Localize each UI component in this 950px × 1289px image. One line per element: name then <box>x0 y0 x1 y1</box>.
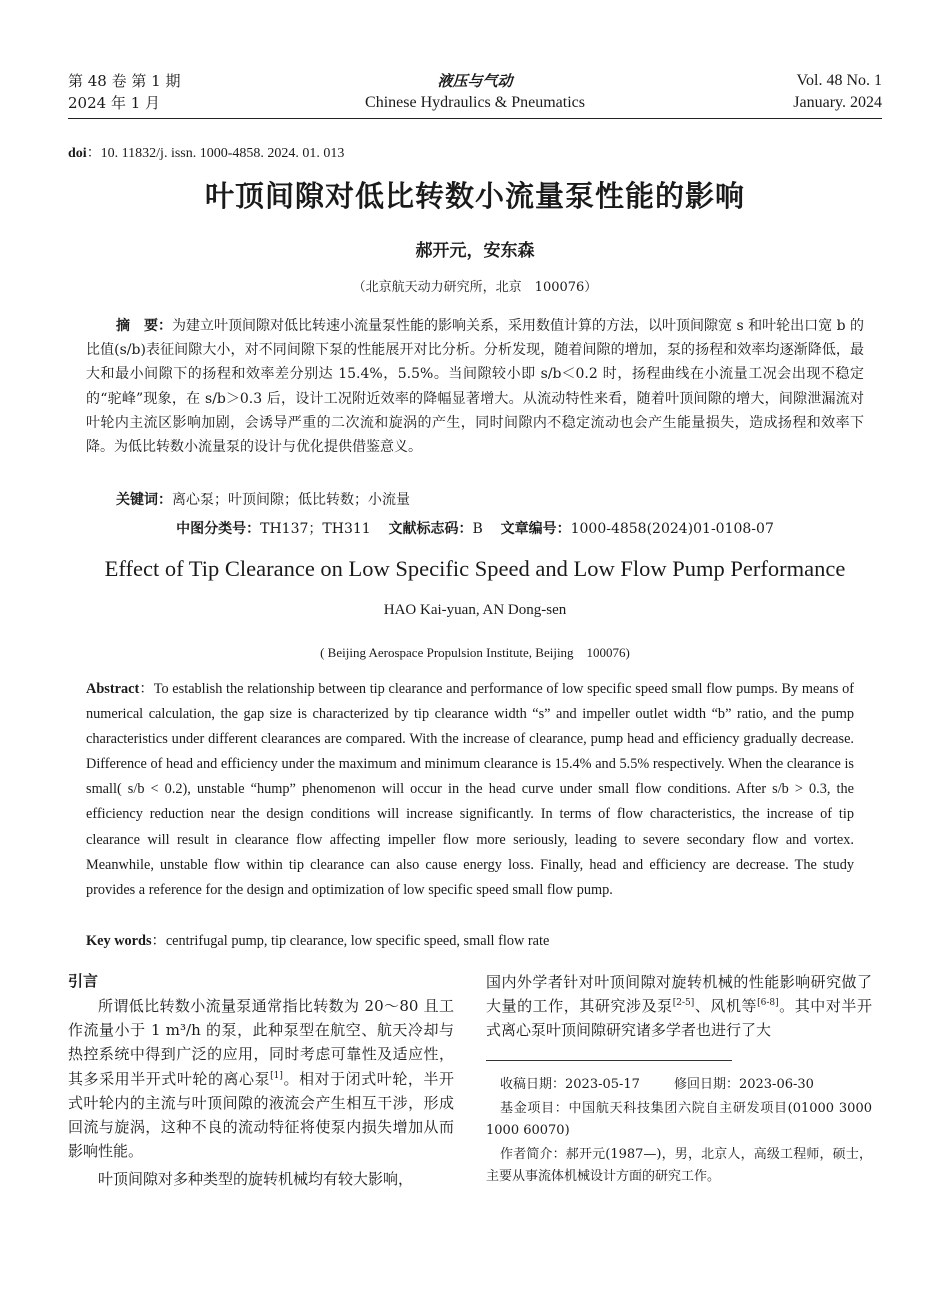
received-date: 收稿日期：2023-05-17 <box>500 1077 640 1092</box>
header-left <box>68 70 180 114</box>
volume-en: Vol. 48 No. 1 <box>796 72 882 89</box>
right-column-text <box>486 970 872 1043</box>
authors-en: HAO Kai-yuan, AN Dong-sen <box>383 602 567 618</box>
abstract-en-text: ：To establish the relationship between tip clearance and performance of low specific speed small flow pumps. By means of numerical calculation, the gap size is characterized by tip clearance width “s” and impeller outlet width “b” ratio, and the pump characteristics under different clearances are compared. With the increase of clearance, pump head and efficiency gradually decrease. Difference of head and efficiency under the maximum and minimum clearance is 15.4% and 5.5% respectively. When the clearance is small( s/b < 0.2), unstable “hump” phenomenon will occur in the head curve under small flow conditions. After s/b > 0.3, the efficiency reduction near the design conditions will increase significantly. In terms of flow characteristics, the increase of tip clearance will result in clearance flow affecting impeller flow more seriously, leading to severe secondary flow and vortex. Meanwhile, unstable flow within tip clearance can also cause energy loss. Finally, head and efficiency are decrease. The study provides a reference for the design and optimization of low specific speed small flow pump. <box>86 681 854 898</box>
footnote-rule <box>486 1060 732 1061</box>
footnote-dates <box>500 1074 814 1096</box>
clc-value: TH137；TH311 <box>260 521 371 537</box>
keywords-cn-label: 关键词： <box>116 492 172 508</box>
header-right <box>793 70 882 114</box>
article-no-value: 1000-4858(2024)01-0108-07 <box>570 521 774 537</box>
date-en: January. 2024 <box>793 94 882 111</box>
abstract-en <box>86 677 854 903</box>
header-rule <box>68 118 882 119</box>
abstract-cn <box>86 314 864 459</box>
intro-heading: 引言 <box>68 972 99 990</box>
page-title: 叶顶间隙对低比转数小流量泵性能的影响 <box>204 179 745 213</box>
abstract-en-label: Abstract <box>86 681 140 697</box>
revised-date: 修回日期：2023-06-30 <box>673 1077 814 1092</box>
affiliation-en: ( Beijing Aerospace Propulsion Institute, Beijing 100076) <box>320 645 630 660</box>
title-en: Effect of Tip Clearance on Low Specific Speed and Low Flow Pump Performance <box>104 556 846 581</box>
right-text-b: 、风机等 <box>694 997 758 1016</box>
intro-paragraph-2 <box>68 1167 454 1191</box>
citation-ref: [6-8] <box>757 998 779 1009</box>
header-center <box>300 70 650 114</box>
keywords-en <box>86 929 854 954</box>
citation-ref: [1] <box>270 1070 283 1081</box>
journal-en: Chinese Hydraulics & Pneumatics <box>365 94 585 111</box>
footnote-fund: 基金项目：中国航天科技集团六院自主研发项目(01000 3000 1000 60070) <box>486 1101 872 1138</box>
intro-p2-text: 叶顶间隙对多种类型的旋转机械均有较大影响， <box>98 1170 414 1188</box>
right-text-a: 国内外学者针对叶顶间隙对旋转机械的性能影响研究做了大量的工作，其研究涉及泵 <box>486 973 872 1016</box>
abstract-cn-label: 摘 要： <box>116 318 173 334</box>
volume-cn: 第 48 卷 第 1 期 <box>68 72 181 90</box>
classification-line <box>68 518 882 538</box>
right-text-c: 。其中对半开式离心泵叶顶间隙研究诸多学者也进行了大 <box>486 997 872 1040</box>
intro-p1-text: 所谓低比转数小流量泵通常指比转数为 20～80 且工作流量小于 1 m³/h 的泵，此种泵型在航空、航天冷却与热控系统中得到广泛的应用，同时考虑可靠性及适应性，其多采用半开式叶轮的离心泵 <box>68 997 454 1088</box>
keywords-en-text: ：centrifugal pump, tip clearance, low specific speed, small flow rate <box>151 933 550 949</box>
journal-cn: 液压与气动 <box>437 72 513 90</box>
footnote-bio: 作者简介：郝开元(1987—)，男，北京人，高级工程师，硕士，主要从事流体机械设计方面的研究工作。 <box>486 1147 872 1184</box>
intro-paragraph-1 <box>68 994 454 1163</box>
keywords-cn <box>116 488 410 512</box>
intro-p1-text-cont: 。相对于闭式叶轮，半开式叶轮内的主流与叶顶间隙的液流会产生相互干涉，形成回流与旋涡，这种不良的流动特征将使泵内损失增加从而影响性能。 <box>68 1069 454 1161</box>
doc-code-value: B <box>472 521 483 537</box>
clc-label: 中图分类号： <box>176 521 261 537</box>
authors-cn: 郝开元，安东森 <box>415 241 535 261</box>
date-cn: 2024 年 1 月 <box>68 94 161 112</box>
doc-code-label: 文献标志码： <box>388 521 473 537</box>
doi-value: ：10. 11832/j. issn. 1000-4858. 2024. 01. 013 <box>86 146 345 161</box>
citation-ref: [2-5] <box>672 998 695 1009</box>
keywords-cn-text: 离心泵；叶顶间隙；低比转数；小流量 <box>172 492 410 508</box>
affiliation-cn: （北京航天动力研究所，北京 100076） <box>352 280 598 295</box>
keywords-en-label: Key words <box>86 933 152 949</box>
doi-line <box>68 142 344 162</box>
article-no-label: 文章编号： <box>500 521 571 537</box>
doi-label: doi <box>68 146 87 161</box>
abstract-cn-text: 为建立叶顶间隙对低比转速小流量泵性能的影响关系，采用数值计算的方法，以叶顶间隙宽 s 和叶轮出口宽 b 的比值(s/b)表征间隙大小，对不同间隙下泵的性能展开对比分析。分析发现，随着间隙的增加，泵的扬程和效率均逐渐降低，最大和最小间隙下的扬程和效率差分别达 15.4%，5.5%。当间隙较小即 s/b＜0.2 时，扬程曲线在小流量工况会出现不稳定的“驼峰”现象，在 s/b＞0.3 后，设计工况附近效率的降幅显著增大。从流动特性来看，随着叶顶间隙的增大，间隙泄漏流对叶轮内主流区影响加剧，会诱导严重的二次流和旋涡的产生，同时间隙内不稳定流动也会产生能量损失，造成扬程和效率下降。为低比转数小流量泵的设计与优化提供借鉴意义。 <box>86 318 865 456</box>
